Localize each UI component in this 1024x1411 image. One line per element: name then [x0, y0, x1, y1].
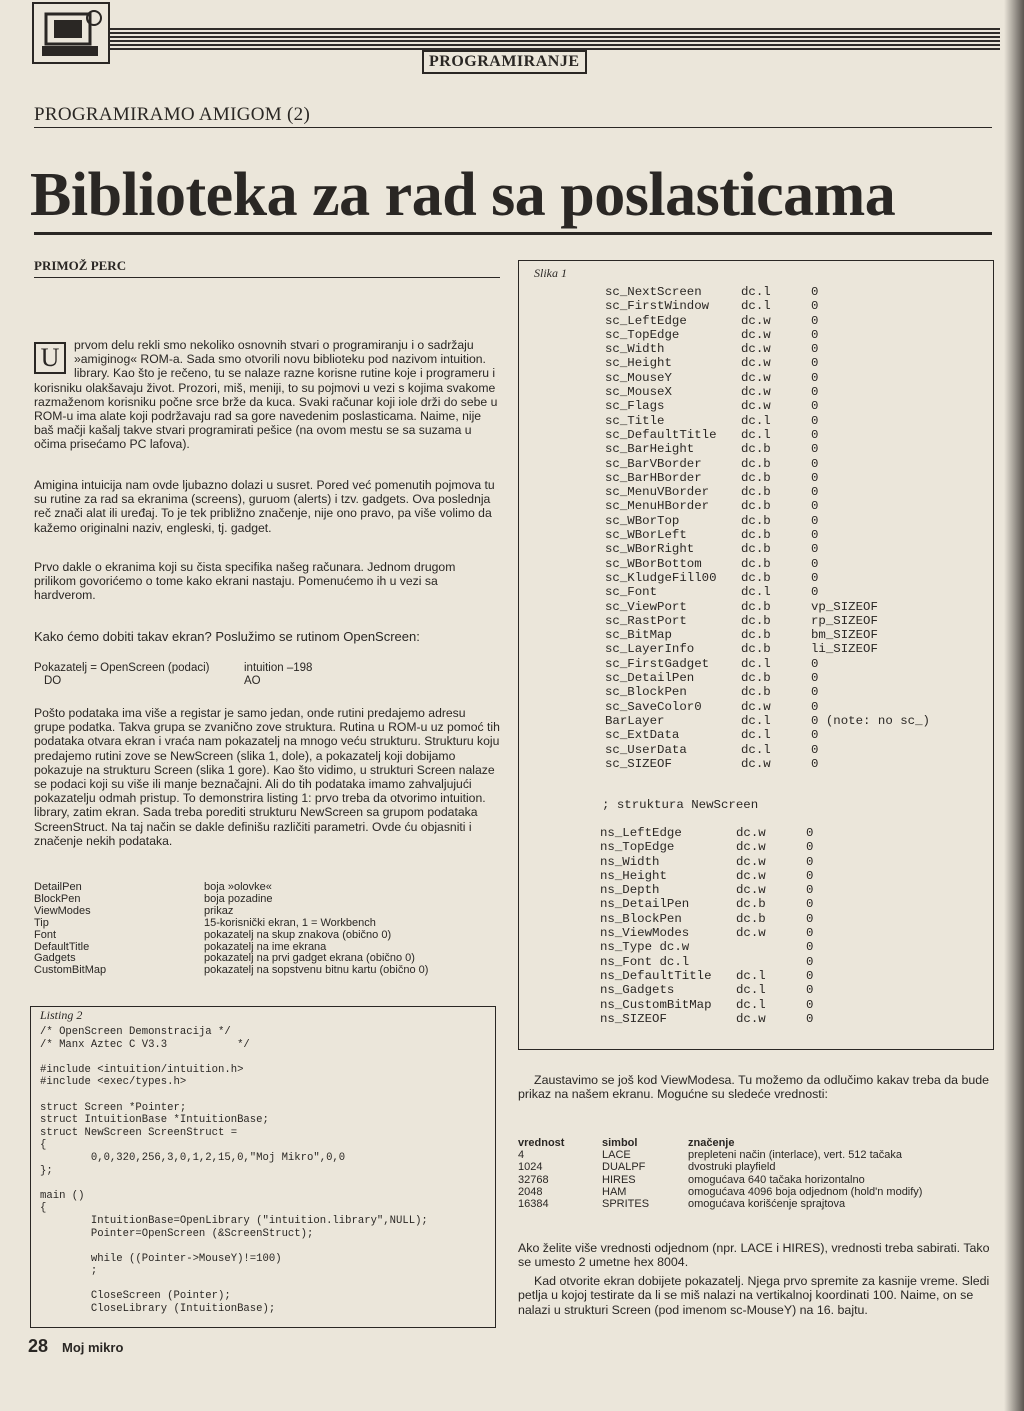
struct-row	[605, 528, 930, 542]
field-name: sc_Flags	[605, 399, 665, 414]
struct-row	[605, 399, 930, 413]
table-header	[518, 1137, 992, 1149]
struct-row	[605, 657, 930, 671]
table-row	[518, 1198, 992, 1210]
paragraph: Prvo dakle o ekranima koji su čista specifika našeg računara. Jednom drugom prilikom govorićemo o tome kako ekrani nastaju. Pomenućemo ih u vezi sa hardverom.	[34, 560, 456, 603]
field-name: sc_WBorLeft	[605, 528, 687, 543]
field-name: BarLayer	[605, 713, 665, 728]
field-name: sc_Font	[605, 585, 658, 600]
page-edge-shadow	[1004, 0, 1024, 1411]
field-name: ns_TopEdge	[600, 840, 675, 855]
field-name: sc_DetailPen	[605, 671, 695, 686]
field-name: sc_WBorRight	[605, 542, 695, 557]
field-name: ns_Depth	[600, 883, 660, 898]
field-type: dc.b	[741, 599, 771, 614]
field-value: 0	[811, 427, 819, 442]
field-type: dc.b	[741, 642, 771, 657]
table-cell: prepleteni način (interlace), vert. 512 tačaka	[688, 1149, 903, 1162]
field-name: sc_ExtData	[605, 728, 680, 743]
table-cell: LACE	[602, 1149, 631, 1162]
column-header: simbol	[602, 1137, 638, 1149]
formula-left: DO	[44, 675, 62, 687]
struct-row	[605, 600, 930, 614]
field-value: 0	[806, 911, 814, 926]
field-value: rp_SIZEOF	[811, 613, 878, 628]
field-type: dc.w	[741, 385, 771, 400]
field-type	[736, 940, 806, 954]
field-type: dc.l	[741, 413, 771, 428]
field-name: sc_MenuHBorder	[605, 499, 710, 514]
newscreen-title: ; struktura NewScreen	[602, 798, 759, 812]
field-value: li_SIZEOF	[811, 642, 878, 657]
struct-row	[605, 571, 930, 585]
field-value: 0	[811, 385, 819, 400]
field-name: sc_Height	[605, 356, 672, 371]
struct-row	[605, 614, 930, 628]
field-value: 0	[811, 470, 819, 485]
field-value: 0	[811, 285, 819, 299]
field-value: 0	[811, 370, 819, 385]
field-name: sc_BlockPen	[605, 685, 687, 700]
struct-row	[600, 897, 813, 911]
field-name: ns_BlockPen	[600, 911, 682, 926]
field-name: ns_Width	[600, 854, 660, 869]
struct-row	[600, 955, 813, 969]
struct-row	[605, 471, 930, 485]
field-type: dc.l	[741, 713, 771, 728]
struct-row	[605, 700, 930, 714]
listing-caption: Listing 2	[40, 1008, 83, 1022]
field-name: sc_FirstGadget	[605, 656, 710, 671]
formula-right: AO	[244, 675, 261, 687]
field-value: 0	[811, 313, 819, 328]
field-name: sc_SIZEOF	[605, 756, 672, 771]
field-value: 0	[811, 756, 819, 771]
field-type: dc.w	[736, 840, 766, 855]
struct-row	[605, 499, 930, 513]
param-name: Font	[34, 928, 57, 941]
field-type: dc.l	[736, 968, 766, 983]
field-value: 0 (note: no sc_)	[811, 713, 930, 728]
table-cell: DUALPF	[602, 1161, 646, 1174]
field-name: sc_UserData	[605, 742, 687, 757]
table-cell: 1024	[518, 1161, 543, 1174]
field-value: 0	[806, 883, 814, 898]
struct-row	[605, 743, 930, 757]
field-type: dc.l	[736, 983, 766, 998]
field-value: 0	[811, 699, 819, 714]
field-value: 0	[811, 299, 819, 314]
field-value: 0	[806, 968, 814, 983]
struct-row	[605, 457, 930, 471]
param-name: Tip	[34, 916, 49, 929]
field-name: sc_NextScreen	[605, 285, 702, 299]
field-name: sc_BarHBorder	[605, 470, 702, 485]
field-value: 0	[806, 854, 814, 869]
field-type: dc.b	[741, 671, 771, 686]
field-value: 0	[811, 342, 819, 357]
field-name: ns_Type dc.w	[600, 940, 690, 955]
struct-row	[600, 940, 813, 954]
field-name: sc_BitMap	[605, 628, 672, 643]
field-name: ns_CustomBitMap	[600, 997, 712, 1012]
field-value: 0	[806, 897, 814, 912]
field-value: 0	[806, 1011, 814, 1026]
field-value: 0	[811, 327, 819, 342]
field-name: ns_ViewModes	[600, 926, 690, 941]
field-name: sc_Title	[605, 413, 665, 428]
struct-row	[605, 356, 930, 370]
struct-row	[605, 385, 930, 399]
table-row	[518, 1186, 992, 1198]
field-value: 0	[811, 556, 819, 571]
table-cell: 2048	[518, 1185, 543, 1198]
field-type: dc.w	[736, 883, 766, 898]
field-value: 0	[806, 840, 814, 855]
field-type: dc.b	[741, 499, 771, 514]
field-name: sc_LayerInfo	[605, 642, 695, 657]
field-name: sc_Width	[605, 342, 665, 357]
field-name: sc_FirstWindow	[605, 299, 710, 314]
field-name: ns_Font dc.l	[600, 954, 690, 969]
struct-row	[605, 428, 930, 442]
field-type: dc.b	[741, 528, 771, 543]
field-type: dc.w	[741, 699, 771, 714]
field-name: ns_Height	[600, 868, 667, 883]
code-listing: /* OpenScreen Demonstracija */ /* Manx Aztec C V3.3 */ #include <intuition/intuition.h> #include <exec/types.h> struct Screen *Pointer; struct IntuitionBase *IntuitionBase; struct NewScreen ScreenStruct = { 0,0,320,256,3,0,1,2,15,0,"Moj Mikro",0,0 }; main () { IntuitionBase=OpenLibrary ("intuition.library",NULL); Pointer=OpenScreen (&ScreenStruct); while ((Pointer->MouseY)!=100) ; CloseScreen (Pointer); CloseLibrary (IntuitionBase);	[40, 1026, 428, 1316]
field-type: dc.w	[736, 854, 766, 869]
struct-row	[605, 628, 930, 642]
param-desc: pokazatelj na skup znakova (obično 0)	[204, 928, 392, 941]
field-value: 0	[811, 413, 819, 428]
table-row	[518, 1174, 992, 1186]
field-value: 0	[811, 570, 819, 585]
page-number: 28	[28, 1336, 49, 1356]
field-value: 0	[811, 656, 819, 671]
param-name: DefaultTitle	[34, 940, 90, 953]
field-name: ns_DefaultTitle	[600, 968, 712, 983]
param-name: DetailPen	[34, 881, 82, 893]
field-type: dc.b	[741, 456, 771, 471]
intro-text: prvom delu rekli smo nekoliko osnovnih stvari o programiranju i o sadržaju »amiginog« ROM-a. Sada smo otvorili novu biblioteku pod nazivom intuition. library. Kao što je rečeno, tu se nalaze razne korisne rutine koje i programeru i korisniku olakšavaju život. Prozori, miš, meniji, to su pojmovi u vezi s kojima svakome razmaženom korisniku počne srce brže da kuca. Svaki računar koji iole drži do sebe u ROM-u ima alate koji podržavaju rad sa gore navedenim poslasticama. Naime, nije baš mačji kašalj takve stvari programirati pešice (na ovom mestu se sa suzama u očima prisećamo PC lafova).	[34, 338, 498, 452]
field-name: sc_MouseY	[605, 370, 672, 385]
field-value: 0	[811, 685, 819, 700]
field-type: dc.b	[741, 570, 771, 585]
list-item	[34, 965, 428, 977]
field-type: dc.w	[736, 1011, 766, 1026]
field-value: 0	[806, 926, 814, 941]
field-name: sc_SaveColor0	[605, 699, 702, 714]
field-name: ns_DetailPen	[600, 897, 690, 912]
newscreen-struct-listing	[600, 826, 813, 1026]
field-type: dc.l	[736, 997, 766, 1012]
field-type: dc.l	[741, 585, 771, 600]
field-value: 0	[811, 499, 819, 514]
paragraph: Kako ćemo dobiti takav ekran? Poslužimo se rutinom OpenScreen:	[34, 629, 420, 644]
field-value: 0	[811, 513, 819, 528]
field-name: sc_BarVBorder	[605, 456, 702, 471]
field-type: dc.b	[741, 513, 771, 528]
struct-row	[605, 642, 930, 656]
series-title: PROGRAMIRAMO AMIGOM (2)	[34, 104, 311, 125]
struct-row	[605, 757, 930, 771]
magazine-name: Moj mikro	[62, 1340, 124, 1355]
struct-row	[600, 840, 813, 854]
field-type: dc.l	[741, 299, 771, 314]
article-title: Biblioteka za rad sa poslasticama	[30, 161, 896, 229]
column-header: vrednost	[518, 1137, 565, 1149]
field-type: dc.w	[741, 327, 771, 342]
struct-row	[605, 342, 930, 356]
field-type: dc.w	[736, 826, 766, 840]
param-name: CustomBitMap	[34, 964, 107, 977]
struct-row	[600, 969, 813, 983]
field-value: 0	[811, 585, 819, 600]
field-type: dc.b	[736, 897, 766, 912]
table-cell: 16384	[518, 1198, 549, 1211]
struct-row	[600, 998, 813, 1012]
formula-left: Pokazatelj = OpenScreen (podaci)	[34, 662, 210, 674]
table-cell: omogućava 640 tačaka horizontalno	[688, 1173, 865, 1186]
param-desc: boja pozadine	[204, 892, 273, 905]
struct-row	[605, 485, 930, 499]
struct-row	[605, 442, 930, 456]
field-type	[736, 955, 806, 969]
table-row	[518, 1161, 992, 1173]
params-list	[34, 882, 428, 977]
field-type: dc.b	[741, 442, 771, 457]
field-type: dc.b	[741, 556, 771, 571]
field-name: sc_WBorTop	[605, 513, 680, 528]
param-desc: 15-korisnički ekran, 1 = Workbench	[204, 916, 376, 929]
field-name: sc_LeftEdge	[605, 313, 687, 328]
field-name: sc_KludgeFill00	[605, 570, 717, 585]
field-type: dc.w	[736, 926, 766, 941]
param-desc: boja »olovke«	[204, 881, 272, 893]
table-cell: 32768	[518, 1173, 549, 1186]
header-stripes	[100, 28, 1000, 52]
struct-row	[600, 912, 813, 926]
struct-row	[600, 826, 813, 840]
struct-row	[600, 883, 813, 897]
field-name: ns_SIZEOF	[600, 1011, 667, 1026]
field-value: bm_SIZEOF	[811, 628, 878, 643]
struct-row	[600, 1012, 813, 1026]
field-name: ns_LeftEdge	[600, 826, 682, 840]
paragraph: Amigina intuicija nam ovde ljubazno dolazi u susret. Pored već pomenutih pojmova tu su rutine za rad sa ekranima (screens), guruom (alerts) i tzv. gadgets. Ova poslednja reč znači alat ili uređaj. To je tek približno značenje, nije ono pravo, pa više volimo da kažemo originalni naziv, engleski, tj. gadget.	[34, 478, 495, 535]
table-cell: SPRITES	[602, 1198, 650, 1211]
list-item	[34, 918, 428, 930]
field-type: dc.b	[741, 613, 771, 628]
field-name: ns_Gadgets	[600, 983, 675, 998]
section-label: PROGRAMIRANJE	[422, 50, 587, 74]
field-name: sc_DefaultTitle	[605, 427, 717, 442]
struct-row	[605, 314, 930, 328]
struct-row	[605, 557, 930, 571]
field-name: sc_BarHeight	[605, 442, 695, 457]
field-value: 0	[811, 399, 819, 414]
field-value: 0	[811, 442, 819, 457]
intro-paragraph	[34, 338, 500, 452]
field-type: dc.w	[736, 868, 766, 883]
struct-row	[600, 926, 813, 940]
struct-row	[605, 585, 930, 599]
param-desc: pokazatelj na sopstvenu bitnu kartu (obično 0)	[204, 964, 429, 977]
paragraph: Kad otvorite ekran dobijete pokazatelj. Njega prvo spremite za kasnije vreme. Sledi petlja u kojoj testirate da li se miš nalazi na vertikalnoj koordinati 100. Naime, on se nalazi u strukturi Screen (pod imenom sc-MouseY) na 16. bajtu.	[518, 1274, 990, 1317]
field-type: dc.w	[741, 313, 771, 328]
divider	[34, 277, 500, 278]
struct-row	[600, 855, 813, 869]
author-byline: PRIMOŽ PERC	[34, 258, 127, 273]
field-type: dc.l	[741, 427, 771, 442]
field-value: 0	[811, 742, 819, 757]
struct-row	[605, 671, 930, 685]
field-name: sc_ViewPort	[605, 599, 687, 614]
field-name: sc_RastPort	[605, 613, 687, 628]
table-cell: 4	[518, 1149, 525, 1162]
struct-row	[605, 414, 930, 428]
field-type: dc.l	[741, 656, 771, 671]
field-type: dc.w	[741, 342, 771, 357]
field-type: dc.b	[741, 485, 771, 500]
struct-row	[605, 685, 930, 699]
field-name: sc_MouseX	[605, 385, 672, 400]
struct-row	[605, 714, 930, 728]
field-value: 0	[806, 868, 814, 883]
field-value: 0	[811, 542, 819, 557]
list-item	[34, 906, 428, 918]
struct-row	[600, 869, 813, 883]
field-value: 0	[806, 826, 814, 840]
struct-row	[605, 371, 930, 385]
field-value: 0	[806, 997, 814, 1012]
param-desc: pokazatelj na prvi gadget ekrana (obično 0)	[204, 952, 415, 965]
field-name: sc_TopEdge	[605, 327, 680, 342]
values-table	[518, 1137, 992, 1210]
struct-row	[605, 328, 930, 342]
field-type: dc.w	[741, 356, 771, 371]
field-value: 0	[811, 728, 819, 743]
field-value: 0	[811, 356, 819, 371]
divider	[34, 127, 992, 128]
paragraph: Zaustavimo se još kod ViewModesa. Tu možemo da odlučimo kakav treba da bude prikaz na našem ekranu. Mogućne su sledeće vrednosti:	[518, 1073, 990, 1102]
drop-cap: U	[34, 342, 66, 374]
field-value: 0	[806, 940, 814, 955]
field-type: dc.l	[741, 742, 771, 757]
field-type: dc.b	[741, 685, 771, 700]
struct-row	[600, 983, 813, 997]
field-type: dc.l	[741, 728, 771, 743]
list-item	[34, 930, 428, 942]
table-cell: omogućava korišćenje sprajtova	[688, 1198, 846, 1211]
struct-row	[605, 285, 930, 299]
field-type: dc.l	[741, 285, 771, 299]
field-type: dc.w	[741, 756, 771, 771]
field-name: sc_MenuVBorder	[605, 485, 710, 500]
table-cell: HAM	[602, 1185, 627, 1198]
param-name: Gadgets	[34, 952, 76, 965]
paragraph: Ako želite više vrednosti odjednom (npr. LACE i HIRES), vrednosti treba sabirati. Tako se umesto 2 umetne hex 8004.	[518, 1241, 990, 1270]
figure-caption: Slika 1	[534, 266, 567, 280]
column-header: značenje	[688, 1137, 735, 1149]
table-cell: omogućava 4096 boja odjednom (hold'n modify)	[688, 1185, 923, 1198]
param-desc: pokazatelj na ime ekrana	[204, 940, 327, 953]
param-name: BlockPen	[34, 892, 81, 905]
table-cell: dvostruki playfield	[688, 1161, 776, 1174]
field-value: 0	[806, 983, 814, 998]
field-type: dc.b	[741, 470, 771, 485]
field-value: 0	[811, 485, 819, 500]
struct-row	[605, 542, 930, 556]
field-type: dc.b	[741, 542, 771, 557]
field-value: 0	[806, 954, 814, 969]
computer-logo-icon	[32, 2, 110, 64]
struct-row	[605, 299, 930, 313]
formula-block	[34, 662, 312, 688]
field-type: dc.b	[741, 628, 771, 643]
field-type: dc.w	[741, 399, 771, 414]
formula-right: intuition –198	[244, 662, 313, 674]
field-type: dc.w	[741, 370, 771, 385]
struct-row	[605, 728, 930, 742]
screen-struct-listing	[605, 285, 930, 771]
field-type: dc.b	[736, 911, 766, 926]
table-row	[518, 1149, 992, 1161]
struct-row	[605, 514, 930, 528]
field-value: vp_SIZEOF	[811, 599, 878, 614]
field-value: 0	[811, 671, 819, 686]
field-value: 0	[811, 456, 819, 471]
field-name: sc_WBorBottom	[605, 556, 702, 571]
table-cell: HIRES	[602, 1173, 636, 1186]
param-desc: prikaz	[204, 904, 234, 917]
field-value: 0	[811, 528, 819, 543]
param-name: ViewModes	[34, 904, 91, 917]
paragraph: Pošto podataka ima više a registar je samo jedan, onde rutini predajemo adresu grupe podatka. Takva grupa se zvanično zove struktura. Rutina u ROM-u uz pomoć tih podataka otvara ekran i vraća nam pokazatelj na mnogo veću strukturu. Strukturu koju predajemo rutini zove se NewScreen (slika 1, dole), a pokazatelj koji dobijamo pokazuje na strukturu Screen (slika 1 gore). Kao što vidimo, u strukturi Screen nalaze se podaci koji su više ili manje beznačajni. Ali do tih podataka imamo zahvaljujući pokazatelju odmah pristup. To demonstrira listing 1: prvo treba da otvorimo intuition. library, zatim ekran. Sada treba porediti strukturu NewScreen sa grupom podataka ScreenStruct. Na taj način se dakle definišu različiti parametri. Ovde ću objasniti i značenje nekih podataka.	[34, 706, 500, 848]
divider	[34, 232, 992, 235]
